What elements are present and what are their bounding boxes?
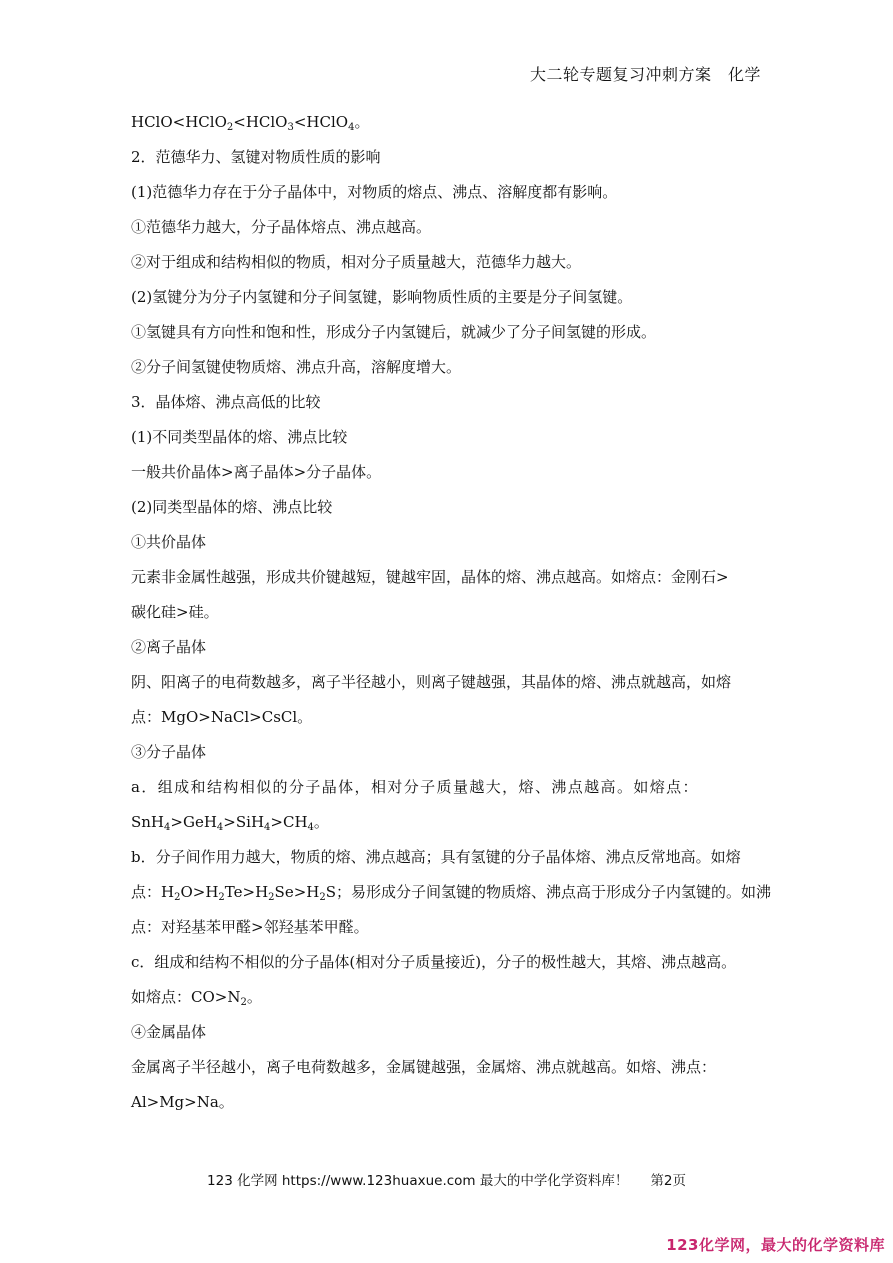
paragraph: 元素非金属性越强，形成共价键越短，键越牢固，晶体的熔、沸点越高。如熔点：金刚石> bbox=[131, 568, 729, 586]
paragraph: ①范德华力越大，分子晶体熔点、沸点越高。 bbox=[131, 218, 432, 236]
paragraph: a．组成和结构相似的分子晶体，相对分子质量越大，熔、沸点越高。如熔点： bbox=[131, 778, 699, 796]
paragraph: (2)氢键分为分子内氢键和分子间氢键，影响物质性质的主要是分子间氢键。 bbox=[131, 288, 633, 306]
formula-line-co-n2: 如熔点：$CO>N_2$。 bbox=[131, 988, 262, 1008]
paragraph: ②对于组成和结构相似的物质，相对分子质量越大，范德华力越大。 bbox=[131, 253, 582, 271]
page-number: 第2页 bbox=[650, 1173, 686, 1189]
paragraph: 阴、阳离子的电荷数越多，离子半径越小，则离子键越强，其晶体的熔、沸点就越高，如熔 bbox=[131, 673, 732, 691]
site-watermark: 123化学网，最大的化学资料库 bbox=[666, 1236, 885, 1254]
document-body bbox=[131, 112, 771, 1112]
paragraph: ②分子间氢键使物质熔、沸点升高，溶解度增大。 bbox=[131, 358, 462, 376]
page-header-title: 大二轮专题复习冲刺方案 化学 bbox=[529, 65, 761, 84]
subheading: ②离子晶体 bbox=[131, 638, 207, 656]
page-footer bbox=[0, 1169, 893, 1189]
paragraph: c．组成和结构不相似的分子晶体(相对分子质量接近)，分子的极性越大，其熔、沸点越高。 bbox=[131, 953, 737, 971]
subheading: ①共价晶体 bbox=[131, 533, 207, 551]
subheading: ④金属晶体 bbox=[131, 1023, 207, 1041]
paragraph: 碳化硅>硅。 bbox=[131, 603, 219, 621]
section-heading-3: 3．晶体熔、沸点高低的比较 bbox=[131, 393, 321, 411]
subheading: (2)同类型晶体的熔、沸点比较 bbox=[131, 498, 333, 516]
subheading: (1)不同类型晶体的熔、沸点比较 bbox=[131, 428, 348, 446]
formula-line-hydrides: $SnH_4>GeH_4>SiH_4>CH_4$。 bbox=[131, 813, 329, 833]
paragraph: 一般共价晶体>离子晶体>分子晶体。 bbox=[131, 463, 382, 481]
section-heading-2: 2．范德华力、氢键对物质性质的影响 bbox=[131, 148, 381, 166]
paragraph: b．分子间作用力越大，物质的熔、沸点越高；具有氢键的分子晶体熔、沸点反常地高。如熔 bbox=[131, 848, 741, 866]
subheading: ③分子晶体 bbox=[131, 743, 207, 761]
paragraph: 点：MgO>NaCl>CsCl。 bbox=[131, 708, 313, 726]
paragraph: 点：对羟基苯甲醛>邻羟基苯甲醛。 bbox=[131, 918, 369, 936]
footer-text: 123 化学网 https://www.123huaxue.com 最大的中学化学资料库！ bbox=[207, 1173, 629, 1189]
formula-line-hclo: HClO<HClO$_2$<HClO$_3$<HClO$_4$。 bbox=[131, 113, 370, 133]
paragraph: 金属离子半径越小，离子电荷数越多，金属键越强，金属熔、沸点就越高。如熔、沸点： bbox=[131, 1058, 717, 1076]
paragraph: Al>Mg>Na。 bbox=[131, 1093, 234, 1111]
formula-line-hydrogen-compounds: 点：$H_2O>H_2Te>H_2Se>H_2S$；易形成分子间氢键的物质熔、沸点高于形成分子内氢键的。如沸 bbox=[131, 883, 772, 903]
paragraph: (1)范德华力存在于分子晶体中，对物质的熔点、沸点、溶解度都有影响。 bbox=[131, 183, 618, 201]
paragraph: ①氢键具有方向性和饱和性，形成分子内氢键后，就减少了分子间氢键的形成。 bbox=[131, 323, 657, 341]
